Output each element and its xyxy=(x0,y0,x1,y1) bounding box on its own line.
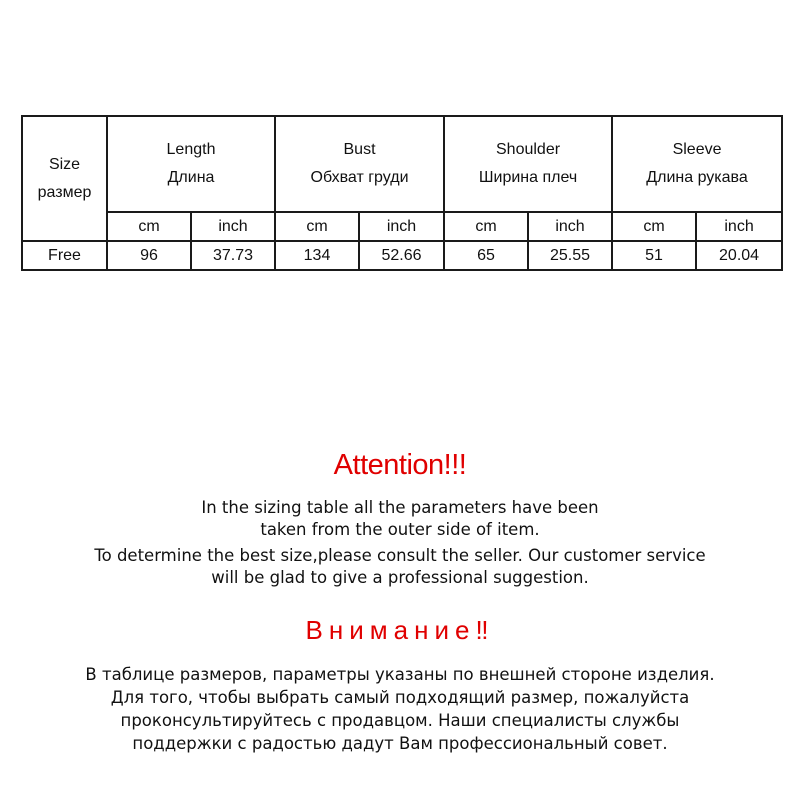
notice-en-line: will be glad to give a professional suggestion. xyxy=(211,568,589,587)
notice-ru-line: поддержки с радостью дадут Вам профессиональный совет. xyxy=(132,734,668,753)
notice-en-line: taken from the outer side of item. xyxy=(260,520,540,539)
sleeve-cm-value: 51 xyxy=(612,241,696,270)
size-header-en: Size xyxy=(48,155,81,173)
shoulder-cm-unit: cm xyxy=(444,212,528,241)
bust-header-ru: Обхват груди xyxy=(310,169,409,186)
bust-header-en: Bust xyxy=(343,141,376,158)
shoulder-inch-value: 25.55 xyxy=(528,241,612,270)
length-header-ru: Длина xyxy=(167,169,215,186)
bust-cm-unit: cm xyxy=(275,212,359,241)
table-row xyxy=(22,241,782,270)
bust-cm-value: 134 xyxy=(275,241,359,270)
attention-title: Attention!!! xyxy=(333,449,467,481)
sleeve-inch-value: 20.04 xyxy=(696,241,782,270)
notice-ru-paragraph xyxy=(0,663,800,755)
sleeve-inch-unit: inch xyxy=(696,212,782,241)
table-unit-row xyxy=(22,212,782,241)
attention-title-ru: Внимание‼ xyxy=(305,615,495,645)
notice-ru-line: Для того, чтобы выбрать самый подходящий размер, пожалуйста xyxy=(110,688,690,707)
size-header-cell xyxy=(22,116,107,241)
table-header-row xyxy=(22,116,782,212)
length-cm-unit: cm xyxy=(107,212,191,241)
length-header-cell xyxy=(107,116,275,212)
bust-inch-unit: inch xyxy=(359,212,444,241)
length-inch-value: 37.73 xyxy=(191,241,275,270)
notice-en-paragraph-1 xyxy=(0,497,800,541)
sleeve-header-ru: Длина рукава xyxy=(646,169,748,186)
bust-inch-value: 52.66 xyxy=(359,241,444,270)
size-header-ru: размер xyxy=(37,183,92,201)
size-table xyxy=(21,115,783,271)
bust-header-cell xyxy=(275,116,444,212)
shoulder-header-cell xyxy=(444,116,612,212)
sleeve-header-en: Sleeve xyxy=(672,141,722,158)
shoulder-header-ru: Ширина плеч xyxy=(478,169,578,186)
shoulder-cm-value: 65 xyxy=(444,241,528,270)
notice-ru-line: проконсультируйтесь с продавцом. Наши специалисты службы xyxy=(120,711,680,730)
size-value: Free xyxy=(22,241,107,270)
length-cm-value: 96 xyxy=(107,241,191,270)
shoulder-header-en: Shoulder xyxy=(496,141,561,158)
notice-en-line: In the sizing table all the parameters have been xyxy=(201,498,599,517)
sleeve-cm-unit: cm xyxy=(612,212,696,241)
notice-ru-line: В таблице размеров, параметры указаны по внешней стороне изделия. xyxy=(85,665,715,684)
notice-en-paragraph-2 xyxy=(0,545,800,589)
shoulder-inch-unit: inch xyxy=(528,212,612,241)
length-inch-unit: inch xyxy=(191,212,275,241)
notice-en-line: To determine the best size,please consult the seller. Our customer service xyxy=(94,546,706,565)
sleeve-header-cell xyxy=(612,116,782,212)
length-header-en: Length xyxy=(166,141,216,158)
